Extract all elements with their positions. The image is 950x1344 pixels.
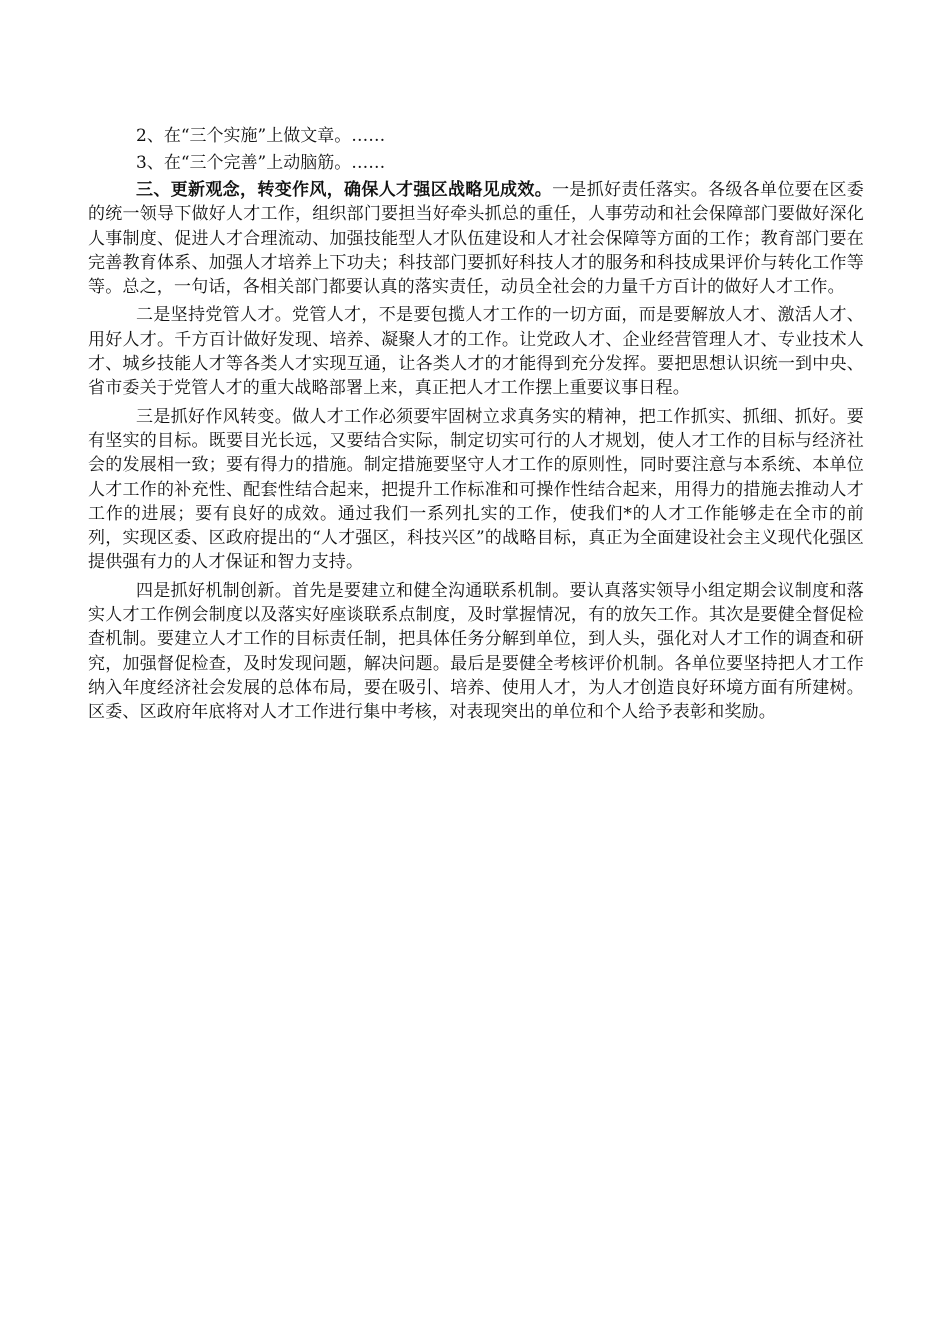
list-item-3: 3、在“三个完善”上动脑筋。…… [136,153,386,173]
paragraph-work-style: 三是抓好作风转变。做人才工作必须要牢固树立求真务实的精神，把工作抓实、抓细、抓好。要有坚实的目标。既要目光长远，又要结合实际，制定切实可行的人才规划，使人才工作的目标与经济社会的发展相一致；要有得力的措施。制定措施要坚守人才工作的原则性，同时要注意与本系统、本单位人才工作的补充性、配套性结合起来，把提升工作标准和可操作性结合起来，用得力的措施去推动人才工作的进展；要有良好的成效。通过我们一系列扎实的工作，使我们*的人才工作能够走在全市的前列，实现区委、区政府提出的“人才强区，科技兴区”的战略目标，真正为全面建设社会主义现代化强区提供强有力的人才保证和智力支持。 [88,406,864,573]
list-item-2: 2、在“三个实施”上做文章。…… [136,126,386,146]
section-3-paragraph [88,178,864,299]
paragraph-party-talent: 二是坚持党管人才。党管人才，不是要包揽人才工作的一切方面，而是要解放人才、激活人才、用好人才。千方百计做好发现、培养、凝聚人才的工作。让党政人才、企业经营管理人才、专业技术人才、城乡技能人才等各类人才实现互通，让各类人才的才能得到充分发挥。要把思想认识统一到中央、省市委关于党管人才的重大战略部署上来，真正把人才工作摆上重要议事日程。 [88,305,864,399]
paragraph-mechanism-innovation: 四是抓好机制创新。首先是要建立和健全沟通联系机制。要认真落实领导小组定期会议制度和落实人才工作例会制度以及落实好座谈联系点制度，及时掌握情况，有的放矢工作。其次是要健全督促检查机制。要建立人才工作的目标责任制，把具体任务分解到单位，到人头，强化对人才工作的调查和研究，加强督促检查，及时发现问题，解决问题。最后是要健全考核评价机制。各单位要坚持把人才工作纳入年度经济社会发展的总体布局，要在吸引、培养、使用人才，为人才创造良好环境方面有所建树。区委、区政府年底将对人才工作进行集中考核，对表现突出的单位和个人给予表彰和奖励。 [88,580,864,723]
section-3-heading: 三、更新观念，转变作风，确保人才强区战略见成效。 [136,180,553,200]
document-page [88,124,864,729]
section-3-body: 一是抓好责任落实。各级各单位要在区委的统一领导下做好人才工作，组织部门要担当好牵头抓总的重任，人事劳动和社会保障部门要做好深化人事制度、促进人才合理流动、加强技能型人才队伍建设和人才社会保障等方面的工作；教育部门要在完善教育体系、加强人才培养上下功夫；科技部门要抓好科技人才的服务和科技成果评价与转化工作等等。总之，一句话，各相关部门都要认真的落实责任，动员全社会的力量千方百计的做好人才工作。 [88,180,864,298]
